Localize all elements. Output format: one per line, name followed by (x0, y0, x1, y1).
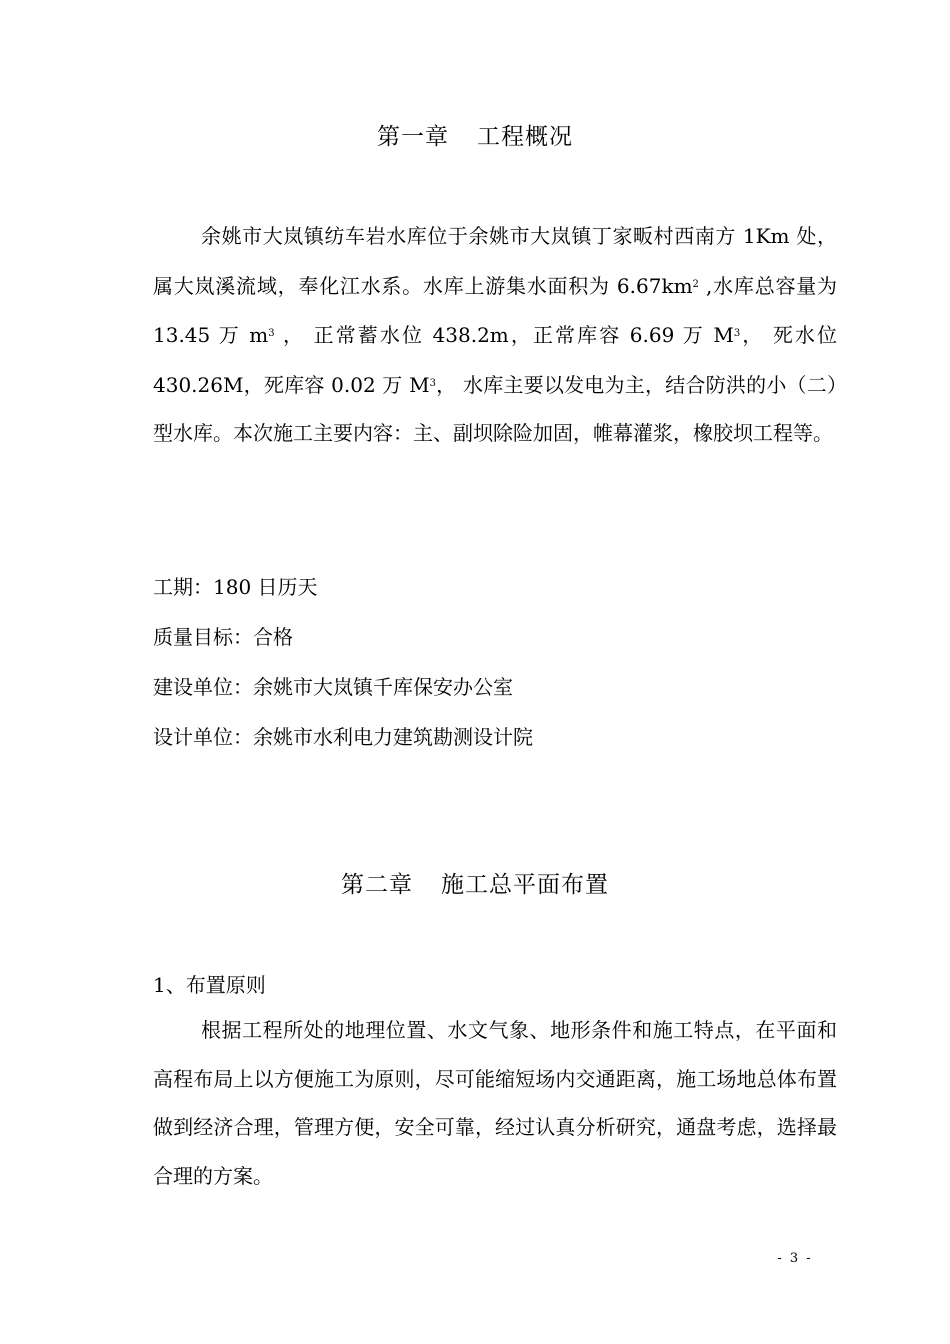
designer-line: 设计单位：余姚市水利电力建筑勘测设计院 (153, 725, 533, 749)
chapter1-heading (0, 118, 950, 151)
chapter1-title: 工程概况 (477, 124, 573, 150)
overview-paragraph (153, 212, 837, 458)
chapter2-title: 施工总平面布置 (441, 872, 609, 898)
quality-line: 质量目标：合格 (153, 625, 293, 649)
chapter1-number: 第一章 (377, 124, 449, 150)
overview-text-2: ,水库总容量为 13.45 万 m (153, 273, 837, 348)
chapter2-heading (0, 866, 950, 899)
overview-text-4: ， 死水位 430.26M，死库容 0.02 万 M (153, 323, 838, 397)
unit-superscript: 3 (429, 377, 436, 389)
overview-text-5: ， 水库主要以发电为主，结合防洪的小（二）型水库。本次施工主要内容：主、副坝除险加固，帷幕灌浆，橡胶坝工程等。 (153, 372, 837, 446)
unit-superscript: 3 (268, 328, 275, 340)
duration-line: 工期：180 日历天 (153, 575, 318, 599)
unit-superscript: 2 (692, 278, 699, 290)
layout-paragraph: 根据工程所处的地理位置、水文气象、地形条件和施工特点，在平面和高程布局上以方便施工为原则，尽可能缩短场内交通距离，施工场地总体布置做到经济合理，管理方便，安全可靠，经过认真分析研究，通盘考虑，选择最合理的方案。 (153, 1018, 837, 1188)
builder-line: 建设单位：余姚市大岚镇千库保安办公室 (153, 675, 513, 699)
section-heading: 1、布置原则 (153, 973, 266, 997)
overview-text-1: 余姚市大岚镇纺车岩水库位于余姚市大岚镇丁家畈村西南方 1Km 处，属大岚溪流域，奉化江水系。水库上游集水面积为 6.67km (153, 224, 837, 298)
unit-superscript: 3 (733, 328, 741, 340)
chapter2-number: 第二章 (341, 872, 413, 898)
overview-text-3: ， 正常蓄水位 438.2m，正常库容 6.69 万 M (274, 323, 734, 348)
page-number: - 3 - (777, 1251, 813, 1266)
